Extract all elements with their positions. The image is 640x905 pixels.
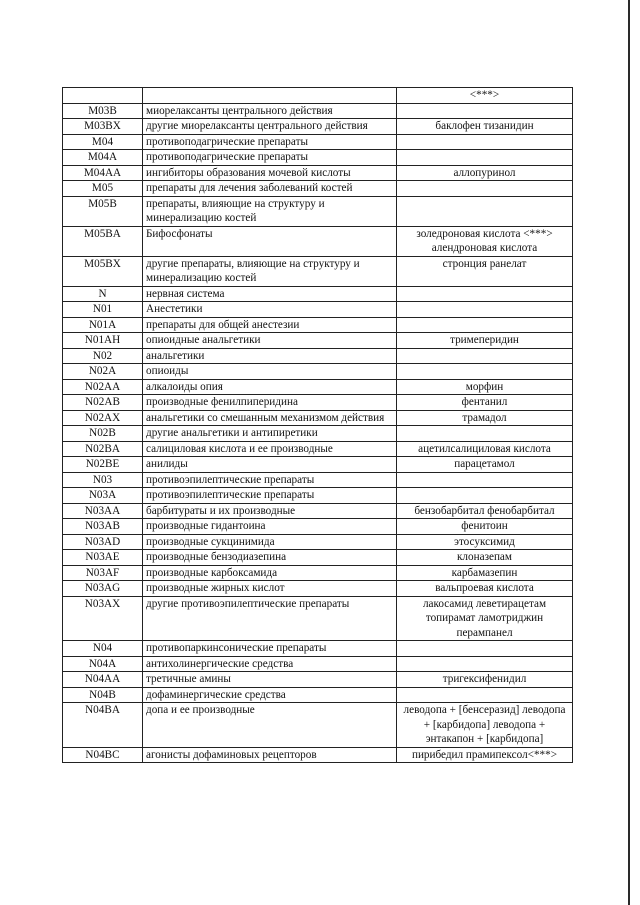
row-drugs [397, 641, 573, 657]
row-code: M05 [63, 181, 143, 197]
row-name: другие препараты, влияющие на структуру и минерализацию костей [143, 256, 397, 286]
row-code: N03AG [63, 581, 143, 597]
header-cell-drugs: <***> [397, 88, 573, 104]
table-row [63, 550, 573, 566]
table-row [63, 703, 573, 748]
row-code: N02AX [63, 410, 143, 426]
row-name: анилиды [143, 457, 397, 473]
row-drugs: трамадол [397, 410, 573, 426]
row-code: N02BE [63, 457, 143, 473]
row-name: производные карбоксамида [143, 565, 397, 581]
row-code: N03AE [63, 550, 143, 566]
row-code: N02AB [63, 395, 143, 411]
table-row [63, 286, 573, 302]
row-code: N01 [63, 302, 143, 318]
row-code: M03B [63, 103, 143, 119]
row-name: противоэпилептические препараты [143, 472, 397, 488]
row-code: N03 [63, 472, 143, 488]
row-drugs [397, 317, 573, 333]
row-name: препараты для лечения заболеваний костей [143, 181, 397, 197]
table-row [63, 379, 573, 395]
row-name: дофаминергические средства [143, 687, 397, 703]
table-row [63, 672, 573, 688]
row-code: N02B [63, 426, 143, 442]
row-name: противопаркинсонические препараты [143, 641, 397, 657]
row-drugs: аллопуринол [397, 165, 573, 181]
row-code: N03AA [63, 503, 143, 519]
row-drugs: стронция ранелат [397, 256, 573, 286]
row-drugs: этосуксимид [397, 534, 573, 550]
row-drugs [397, 348, 573, 364]
row-code: N [63, 286, 143, 302]
table-row [63, 119, 573, 135]
table-row [63, 196, 573, 226]
row-name: алкалоиды опия [143, 379, 397, 395]
row-drugs: фенитоин [397, 519, 573, 535]
row-code: N03A [63, 488, 143, 504]
row-drugs [397, 472, 573, 488]
row-drugs [397, 426, 573, 442]
row-code: N04 [63, 641, 143, 657]
row-code: M03BX [63, 119, 143, 135]
row-drugs: вальпроевая кислота [397, 581, 573, 597]
table-row [63, 150, 573, 166]
table-row [63, 410, 573, 426]
table-header-row [63, 88, 573, 104]
header-cell-code [63, 88, 143, 104]
table-row [63, 134, 573, 150]
row-name: антихолинергические средства [143, 656, 397, 672]
table-row [63, 519, 573, 535]
row-drugs: клоназепам [397, 550, 573, 566]
table-row [63, 565, 573, 581]
table-row [63, 687, 573, 703]
row-name: противоподагрические препараты [143, 134, 397, 150]
row-name: анальгетики [143, 348, 397, 364]
row-code: N04B [63, 687, 143, 703]
row-drugs [397, 656, 573, 672]
row-drugs: морфин [397, 379, 573, 395]
row-name: Анестетики [143, 302, 397, 318]
row-code: M04A [63, 150, 143, 166]
row-code: N04AA [63, 672, 143, 688]
table-row [63, 441, 573, 457]
table-row [63, 503, 573, 519]
row-code: M05B [63, 196, 143, 226]
row-name: другие миорелаксанты центрального действия [143, 119, 397, 135]
row-name: ингибиторы образования мочевой кислоты [143, 165, 397, 181]
table-row [63, 426, 573, 442]
table-row [63, 302, 573, 318]
row-name: производные фенилпиперидина [143, 395, 397, 411]
row-name: препараты, влияющие на структуру и минерализацию костей [143, 196, 397, 226]
header-cell-name [143, 88, 397, 104]
row-code: N03AB [63, 519, 143, 535]
medication-table [62, 87, 573, 763]
row-drugs [397, 150, 573, 166]
row-code: N01A [63, 317, 143, 333]
row-name: Бифосфонаты [143, 226, 397, 256]
row-name: препараты для общей анестезии [143, 317, 397, 333]
table-row [63, 165, 573, 181]
table-row [63, 364, 573, 380]
table-row [63, 226, 573, 256]
row-name: анальгетики со смешанным механизмом действия [143, 410, 397, 426]
row-drugs [397, 286, 573, 302]
row-name: противоподагрические препараты [143, 150, 397, 166]
row-name: допа и ее производные [143, 703, 397, 748]
row-name: барбитураты и их производные [143, 503, 397, 519]
row-drugs [397, 196, 573, 226]
row-code: M05BA [63, 226, 143, 256]
row-drugs: лакосамид леветирацетам топирамат ламотриджин перампанел [397, 596, 573, 641]
row-code: N02A [63, 364, 143, 380]
row-drugs [397, 181, 573, 197]
row-drugs [397, 103, 573, 119]
row-drugs: пирибедил прамипексол<***> [397, 747, 573, 763]
table-row [63, 656, 573, 672]
table-row [63, 103, 573, 119]
row-code: N03AD [63, 534, 143, 550]
row-name: третичные амины [143, 672, 397, 688]
table-row [63, 457, 573, 473]
table-row [63, 641, 573, 657]
row-drugs [397, 134, 573, 150]
row-drugs: леводопа + [бенсеразид] леводопа + [карбидопа] леводопа + энтакапон + [карбидопа] [397, 703, 573, 748]
table-row [63, 256, 573, 286]
row-code: N03AF [63, 565, 143, 581]
table-row [63, 534, 573, 550]
row-code: N04A [63, 656, 143, 672]
row-drugs: ацетилсалициловая кислота [397, 441, 573, 457]
row-name: производные сукцинимида [143, 534, 397, 550]
row-drugs [397, 687, 573, 703]
table-row [63, 596, 573, 641]
row-drugs [397, 488, 573, 504]
row-drugs: парацетамол [397, 457, 573, 473]
row-drugs: карбамазепин [397, 565, 573, 581]
row-name: агонисты дофаминовых рецепторов [143, 747, 397, 763]
row-code: M04AA [63, 165, 143, 181]
row-code: M05BX [63, 256, 143, 286]
row-name: другие анальгетики и антипиретики [143, 426, 397, 442]
table-row [63, 181, 573, 197]
row-code: N03AX [63, 596, 143, 641]
row-drugs: фентанил [397, 395, 573, 411]
table-row [63, 747, 573, 763]
table-row [63, 348, 573, 364]
row-name: миорелаксанты центрального действия [143, 103, 397, 119]
row-code: N04BA [63, 703, 143, 748]
row-drugs: тримеперидин [397, 333, 573, 349]
table-row [63, 581, 573, 597]
row-name: опиоиды [143, 364, 397, 380]
table-row [63, 317, 573, 333]
row-code: N02 [63, 348, 143, 364]
row-code: N04BC [63, 747, 143, 763]
row-drugs [397, 364, 573, 380]
table-row [63, 333, 573, 349]
table-row [63, 472, 573, 488]
row-code: M04 [63, 134, 143, 150]
row-drugs: золедроновая кислота <***> алендроновая кислота [397, 226, 573, 256]
row-name: производные жирных кислот [143, 581, 397, 597]
row-name: другие противоэпилептические препараты [143, 596, 397, 641]
row-name: опиоидные анальгетики [143, 333, 397, 349]
row-name: производные гидантоина [143, 519, 397, 535]
table-row [63, 395, 573, 411]
row-drugs: баклофен тизанидин [397, 119, 573, 135]
row-code: N01AH [63, 333, 143, 349]
row-name: нервная система [143, 286, 397, 302]
row-name: производные бензодиазепина [143, 550, 397, 566]
table-row [63, 488, 573, 504]
row-name: салициловая кислота и ее производные [143, 441, 397, 457]
row-code: N02BA [63, 441, 143, 457]
row-name: противоэпилептические препараты [143, 488, 397, 504]
row-drugs [397, 302, 573, 318]
row-drugs: тригексифенидил [397, 672, 573, 688]
page-right-edge [628, 0, 630, 905]
row-drugs: бензобарбитал фенобарбитал [397, 503, 573, 519]
row-code: N02AA [63, 379, 143, 395]
